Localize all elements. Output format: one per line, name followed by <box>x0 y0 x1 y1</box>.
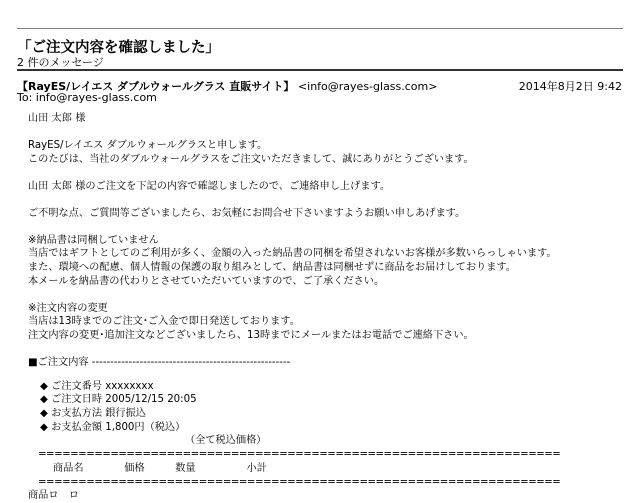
greeting: 山田 太郎 様 <box>28 113 86 124</box>
change-line-2: 注文内容の変更･追加注文などございましたら、13時までにメールまたはお電話でご連絡下さい。 <box>28 330 474 342</box>
delivery-line-1: 当店ではギフトとしてのご利用が多く、金額の入った納品書の同梱を希望されないお客様が多数いらっしゃいます。 <box>28 248 557 260</box>
spacer <box>28 370 628 380</box>
message-count: 2 件のメッセージ <box>17 56 104 69</box>
email-body <box>28 112 628 503</box>
order-datetime: ◆ ご注文日時 2005/12/15 20:05 <box>40 394 197 406</box>
spacer <box>28 126 628 139</box>
questions-line: ご不明な点、ご質問等ございましたら、お気軽にお問合せ下さいますようお願い申しあげます。 <box>28 207 466 219</box>
change-heading: ※注文内容の変更 <box>28 302 108 314</box>
spacer <box>28 288 628 301</box>
sender-address[interactable]: <info@rayes-glass.com> <box>297 80 438 93</box>
email-date: 2014年8月2日 9:42 <box>518 80 622 93</box>
order-section-heading: ■ご注文内容 ------------------------------------------------------ <box>28 357 291 369</box>
table-divider-bottom: ================================================================= <box>38 476 561 488</box>
change-line-1: 当店は13時までのご注文･ご入金で即日発送しております。 <box>28 316 300 328</box>
order-table-row: 商品ロ ロ <box>28 490 79 502</box>
order-number: ◆ ご注文番号 xxxxxxxx <box>40 380 154 392</box>
header-top-rule <box>17 28 623 29</box>
email-subject: 「ご注文内容を確認しました」 <box>17 40 220 56</box>
confirm-line: 山田 太郎 様のご注文を下記の内容で確認しましたので、ご連絡申し上げます。 <box>28 180 391 192</box>
delivery-line-2: また、環境への配慮、個人情報の保護の取り組みとして、納品書は同梱せずに商品をお届けしております。 <box>28 262 516 273</box>
recipient-line: To: info@rayes-glass.com <box>17 91 157 104</box>
tax-note: （全て税込価格） <box>185 435 267 447</box>
payment-method: ◆ お支払方法 銀行振込 <box>40 408 146 420</box>
header-divider <box>17 69 623 71</box>
table-divider-top: ================================================================= <box>38 449 561 461</box>
intro-line-2: このたびは、当社のダブルウォールグラスをご注文いただきまして、誠にありがとうございます。 <box>28 153 474 165</box>
spacer <box>28 193 628 206</box>
spacer <box>28 220 628 233</box>
spacer <box>28 166 628 179</box>
sender-name: 【RayES/レイエス ダブルウォールグラス 直販サイト】 <box>17 80 295 93</box>
spacer <box>28 343 628 356</box>
delivery-heading: ※納品書は同梱していません <box>28 234 159 246</box>
intro-line-1: RayES/レイエス ダブルウォールグラスと申します。 <box>28 139 268 151</box>
order-table-header: 商品名 価格 数量 小計 <box>53 462 267 474</box>
payment-amount: ◆ お支払金額 1,800円（税込） <box>40 421 186 433</box>
delivery-line-3: 本メールを納品書の代わりとさせていただいていますので、ご了承ください。 <box>28 275 385 287</box>
